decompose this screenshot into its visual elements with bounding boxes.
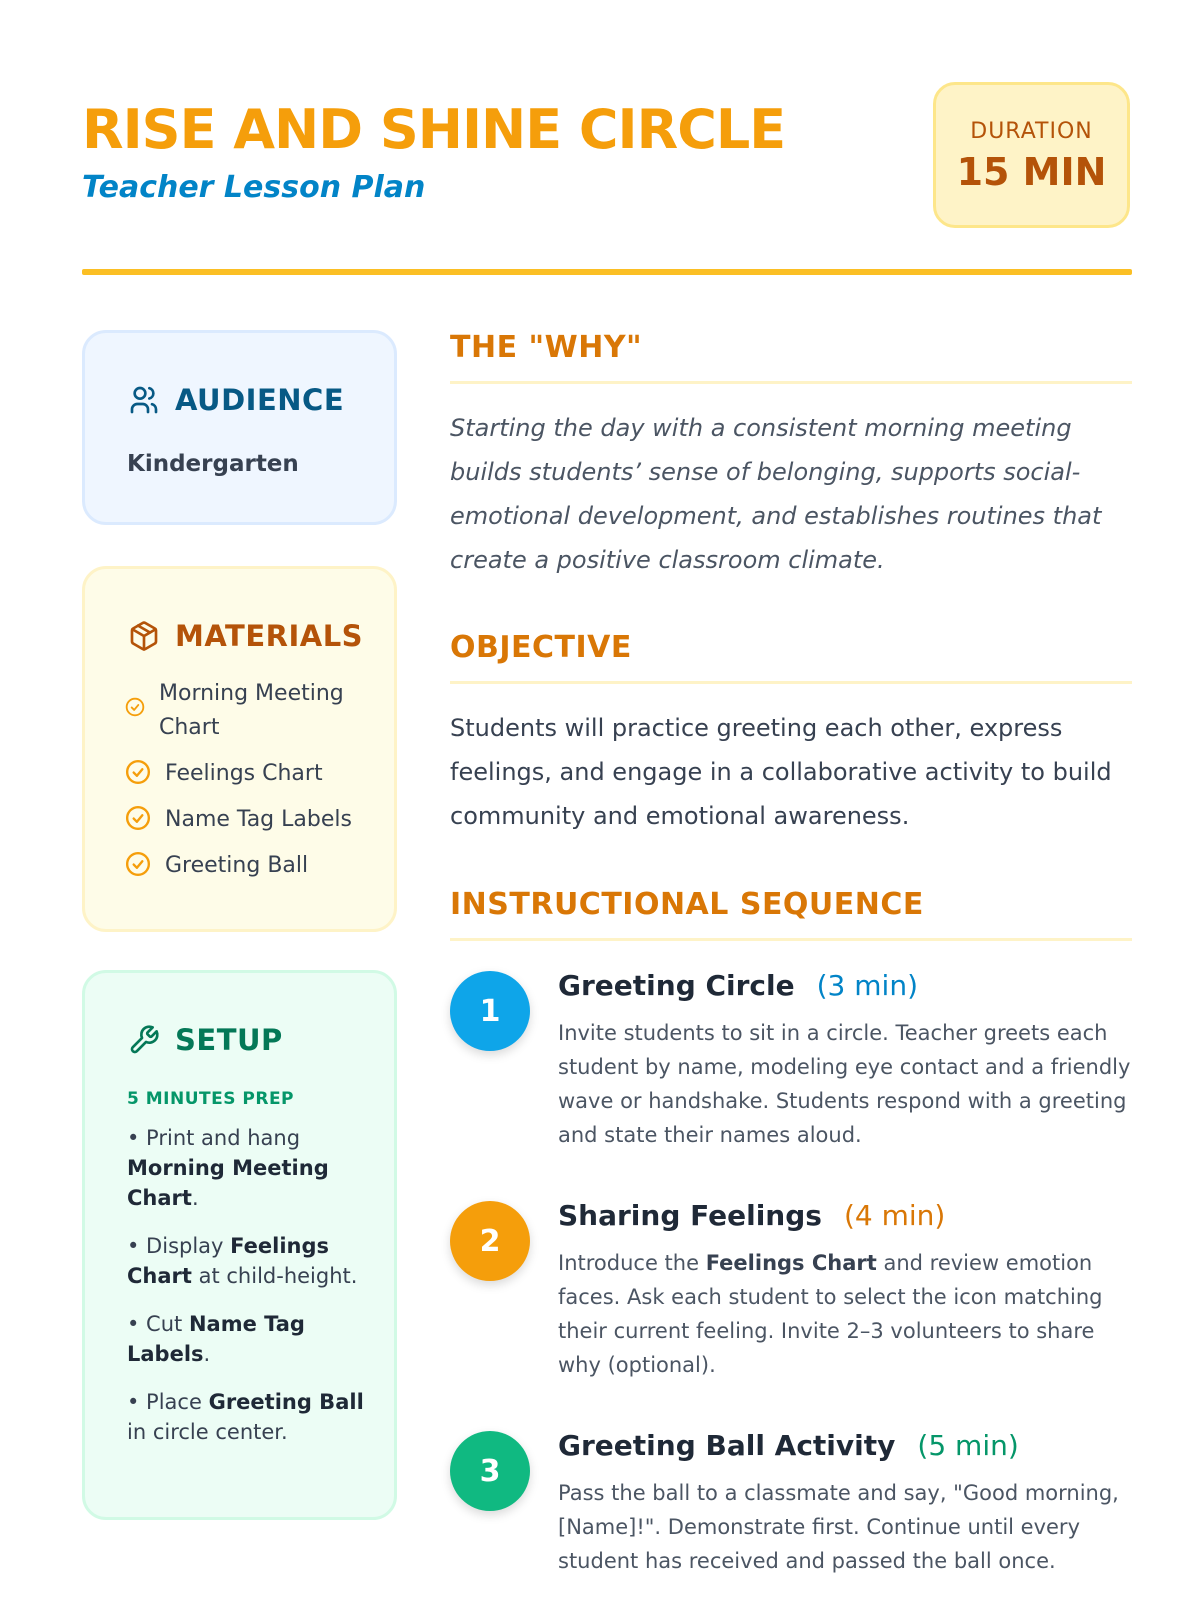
duration-badge xyxy=(933,82,1130,228)
material-name: Feelings Chart xyxy=(165,761,323,786)
step-description: Pass the ball to a classmate and say, "Good morning, [Name]!". Demonstrate first. Continue until every student has received and passed the ball once. xyxy=(558,1481,1119,1573)
setup-header xyxy=(127,1023,283,1057)
step-body xyxy=(558,1199,1132,1382)
check-circle-icon xyxy=(125,697,145,717)
lesson-title: RISE AND SHINE CIRCLE xyxy=(82,98,786,161)
box-icon xyxy=(127,619,161,653)
audience-header xyxy=(127,383,344,417)
step-heading xyxy=(558,969,1132,1002)
step-number: 2 xyxy=(450,1201,530,1281)
step-heading xyxy=(558,1199,1132,1232)
duration-label: DURATION xyxy=(970,119,1093,144)
step-description: Invite students to sit in a circle. Teacher greets each student by name, modeling eye contact and a friendly wave or handshake. Students respond with a greeting and state their names aloud. xyxy=(558,1021,1131,1147)
materials-list xyxy=(125,677,375,895)
setup-card xyxy=(82,970,397,1520)
materials-label: MATERIALS xyxy=(175,619,364,653)
objective-section xyxy=(450,630,1132,838)
audience-label: AUDIENCE xyxy=(175,383,345,417)
audience-card xyxy=(82,330,397,525)
check-circle-icon xyxy=(125,759,151,785)
material-name: Name Tag Labels xyxy=(165,807,352,832)
list-item xyxy=(125,677,375,745)
step-duration: (4 min) xyxy=(843,1199,946,1232)
list-item xyxy=(125,803,375,837)
section-title: INSTRUCTIONAL SEQUENCE xyxy=(450,887,1132,941)
step-body xyxy=(558,1429,1132,1578)
step-duration: (3 min) xyxy=(816,969,918,1002)
users-icon xyxy=(127,383,161,417)
section-title: THE "WHY" xyxy=(450,330,1132,384)
list-item: • Place Greeting Ball in circle center. xyxy=(127,1390,364,1444)
list-item: • Print and hang Morning Meeting Chart. xyxy=(127,1126,329,1210)
step-list xyxy=(450,969,1132,1600)
materials-header xyxy=(127,619,363,653)
step-item xyxy=(450,969,1132,1199)
why-section xyxy=(450,330,1132,582)
step-title: Greeting Ball Activity xyxy=(558,1429,896,1462)
material-name: Morning Meeting Chart xyxy=(159,681,344,740)
list-item xyxy=(125,757,375,791)
step-description: Introduce the Feelings Chart and review emotion faces. Ask each student to select the icon matching their current feeling. Invite 2–3 volunteers to share why (optional). xyxy=(558,1251,1103,1377)
step-number: 3 xyxy=(450,1431,530,1511)
objective-text: Students will practice greeting each other, express feelings, and engage in a collaborative activity to build community and emotional awareness. xyxy=(450,714,1112,830)
setup-list xyxy=(127,1123,372,1465)
step-item xyxy=(450,1199,1132,1429)
setup-prep-time: 5 MINUTES PREP xyxy=(127,1089,295,1109)
step-title: Greeting Circle xyxy=(558,969,795,1002)
material-name: Greeting Ball xyxy=(165,853,309,878)
step-duration: (5 min) xyxy=(917,1429,1019,1462)
lesson-subtitle: Teacher Lesson Plan xyxy=(82,170,426,205)
step-title: Sharing Feelings xyxy=(558,1199,822,1232)
check-circle-icon xyxy=(125,805,151,831)
step-number: 1 xyxy=(450,971,530,1051)
why-text: Starting the day with a consistent morning meeting builds students’ sense of belonging, supports social-emotional development, and establishes routines that create a positive classroom climate. xyxy=(450,414,1102,574)
audience-value: Kindergarten xyxy=(127,451,299,477)
list-item: • Cut Name Tag Labels. xyxy=(127,1312,305,1366)
list-item: • Display Feelings Chart at child-height. xyxy=(127,1234,358,1288)
list-item xyxy=(125,849,375,883)
header-divider xyxy=(82,269,1132,275)
section-title: OBJECTIVE xyxy=(450,630,1132,684)
materials-card xyxy=(82,566,397,932)
duration-value: 15 MIN xyxy=(956,150,1107,194)
step-heading xyxy=(558,1429,1132,1462)
setup-label: SETUP xyxy=(175,1023,283,1057)
step-body xyxy=(558,969,1132,1152)
wrench-icon xyxy=(127,1023,161,1057)
sequence-section xyxy=(450,887,1132,1600)
check-circle-icon xyxy=(125,851,151,877)
step-item xyxy=(450,1429,1132,1600)
